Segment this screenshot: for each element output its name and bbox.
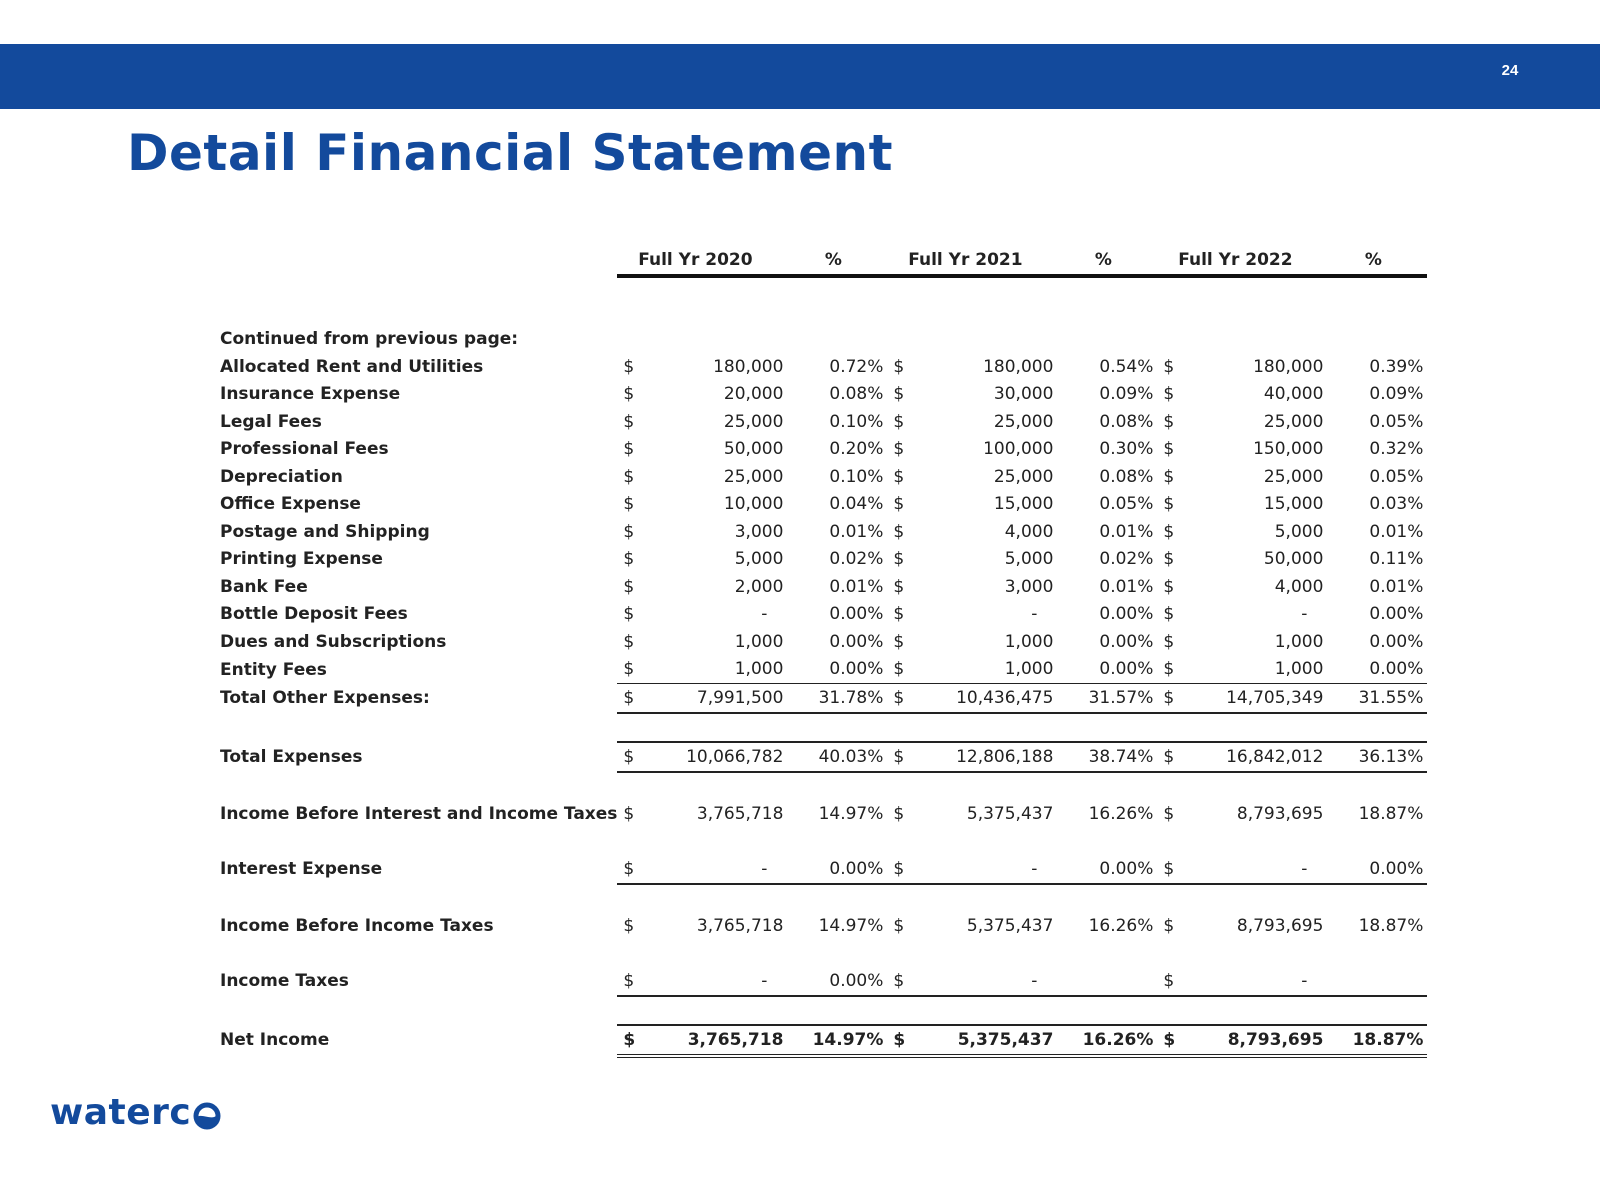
value-2022: 50,000 — [1263, 549, 1324, 570]
pct-2022: 0.03% — [1369, 494, 1424, 515]
column-header-pct-2021: % — [1059, 238, 1157, 276]
expense-row: Dues and Subscriptions $ 1,000 0.00% $ 1,000 0.00% $ 1,000 0.00% — [220, 628, 1427, 656]
pct-2021: 16.26% — [1059, 1025, 1157, 1056]
pct-2020: 14.97% — [818, 803, 884, 824]
pct-2021: 0.08% — [1099, 411, 1154, 432]
value-2021: - — [1031, 604, 1038, 625]
pct-2022: 0.01% — [1369, 521, 1424, 542]
pct-2022: 0.39% — [1369, 356, 1424, 377]
pct-2021: 31.57% — [1059, 684, 1157, 713]
total-other-expenses-row: Total Other Expenses: $ 7,991,500 31.78% $ 10,436,475 31.57% $ 14,705,349 31.55% — [220, 684, 1427, 713]
pct-2020: 0.01% — [829, 521, 884, 542]
pct-2022: 0.01% — [1369, 576, 1424, 597]
pct-2021: 0.08% — [1099, 466, 1154, 487]
row-label: Bottle Deposit Fees — [220, 604, 408, 625]
value-2021: - — [909, 855, 1059, 884]
value-2021: 12,806,188 — [909, 742, 1059, 772]
pct-2020: 0.00% — [789, 967, 887, 996]
value-2021: 25,000 — [993, 411, 1054, 432]
value-2020: 3,000 — [734, 521, 784, 542]
row-label: Net Income — [220, 1030, 330, 1051]
value-2022: 8,793,695 — [1236, 803, 1324, 824]
value-2020: 50,000 — [723, 439, 784, 460]
row-label: Income Taxes — [220, 971, 349, 992]
pct-2022: 0.00% — [1329, 855, 1427, 884]
row-label: Income Before Interest and Income Taxes — [220, 803, 618, 824]
pct-2022: 0.05% — [1369, 466, 1424, 487]
value-2022: 180,000 — [1253, 356, 1324, 377]
pct-2022: 0.00% — [1369, 604, 1424, 625]
expense-row: Legal Fees $ 25,000 0.10% $ 25,000 0.08% $ 25,000 0.05% — [220, 408, 1427, 436]
value-2022: 5,000 — [1274, 521, 1324, 542]
value-2021: 5,375,437 — [966, 915, 1054, 936]
value-2022: 1,000 — [1274, 631, 1324, 652]
value-2020: 25,000 — [723, 466, 784, 487]
pct-2020: 0.00% — [829, 659, 884, 680]
pct-2022: 18.87% — [1358, 803, 1424, 824]
pct-2020: 0.00% — [829, 604, 884, 625]
row-label: Legal Fees — [220, 411, 322, 432]
column-header-row — [220, 238, 1427, 276]
value-2020: 25,000 — [723, 411, 784, 432]
pct-2020: 31.78% — [789, 684, 887, 713]
value-2020: - — [639, 967, 789, 996]
value-2022: - — [1179, 855, 1329, 884]
row-label: Insurance Expense — [220, 384, 401, 405]
water-droplet-o-icon — [192, 1101, 222, 1131]
value-2021: 1,000 — [1004, 631, 1054, 652]
pct-2022: 0.00% — [1369, 631, 1424, 652]
section-label: Continued from previous page: — [220, 329, 519, 350]
value-2022: 25,000 — [1263, 411, 1324, 432]
value-2022: 150,000 — [1253, 439, 1324, 460]
value-2020: 3,765,718 — [696, 915, 784, 936]
value-2020: 10,066,782 — [639, 742, 789, 772]
value-2020: 20,000 — [723, 384, 784, 405]
page-number: 24 — [1501, 62, 1519, 79]
row-label: Printing Expense — [220, 549, 383, 570]
pct-2020: 0.01% — [829, 576, 884, 597]
value-2022: 15,000 — [1263, 494, 1324, 515]
row-label: Allocated Rent and Utilities — [220, 356, 484, 377]
row-label: Depreciation — [220, 466, 343, 487]
value-2020: 3,765,718 — [639, 1025, 789, 1056]
row-label: Bank Fee — [220, 576, 308, 597]
value-2021: 15,000 — [993, 494, 1054, 515]
pct-2021: 0.54% — [1099, 356, 1154, 377]
pct-2020: 0.02% — [829, 549, 884, 570]
value-2022: 14,705,349 — [1179, 684, 1329, 713]
pct-2022: 36.13% — [1329, 742, 1427, 772]
value-2021: 4,000 — [1004, 521, 1054, 542]
expense-row: Postage and Shipping $ 3,000 0.01% $ 4,000 0.01% $ 5,000 0.01% — [220, 518, 1427, 546]
row-label: Entity Fees — [220, 659, 327, 680]
pct-2020: 0.72% — [829, 356, 884, 377]
value-2020: 5,000 — [734, 549, 784, 570]
value-2021: 180,000 — [983, 356, 1054, 377]
value-2022: - — [1179, 967, 1329, 996]
expense-row: Entity Fees $ 1,000 0.00% $ 1,000 0.00% $ 1,000 0.00% — [220, 656, 1427, 684]
pct-2020: 14.97% — [789, 1025, 887, 1056]
pct-2020: 14.97% — [818, 915, 884, 936]
value-2020: 7,991,500 — [639, 684, 789, 713]
pct-2022: 0.11% — [1369, 549, 1424, 570]
row-label: Postage and Shipping — [220, 521, 430, 542]
value-2022: 40,000 — [1263, 384, 1324, 405]
row-label: Income Before Income Taxes — [220, 915, 494, 936]
pct-2021: 38.74% — [1059, 742, 1157, 772]
row-label: Total Other Expenses: — [220, 688, 430, 708]
value-2021: 5,000 — [1004, 549, 1054, 570]
pct-2020: 40.03% — [789, 742, 887, 772]
pct-2021: 0.00% — [1059, 855, 1157, 884]
value-2022: 8,793,695 — [1179, 1025, 1329, 1056]
pct-2022: 0.32% — [1369, 439, 1424, 460]
header-banner — [0, 44, 1600, 109]
pct-2021: 0.01% — [1099, 576, 1154, 597]
value-2022: 8,793,695 — [1236, 915, 1324, 936]
value-2021: 10,436,475 — [909, 684, 1059, 713]
pct-2021: 0.30% — [1099, 439, 1154, 460]
row-label: Professional Fees — [220, 439, 389, 460]
income-before-interest-row: Income Before Interest and Income Taxes $ 3,765,718 14.97% $ 5,375,437 16.26% $ 8,793,695 18.87% — [220, 800, 1427, 828]
value-2022: 1,000 — [1274, 659, 1324, 680]
pct-2020: 0.00% — [789, 855, 887, 884]
column-header-2022: Full Yr 2022 — [1157, 238, 1329, 276]
pct-2021: 0.09% — [1099, 384, 1154, 405]
column-header-pct-2022: % — [1329, 238, 1427, 276]
column-header-pct-2020: % — [789, 238, 887, 276]
pct-2022: 0.05% — [1369, 411, 1424, 432]
column-header-2021: Full Yr 2021 — [887, 238, 1059, 276]
value-2020: - — [639, 855, 789, 884]
pct-2020: 0.20% — [829, 439, 884, 460]
net-income-row: Net Income $ 3,765,718 14.97% $ 5,375,437 16.26% $ 8,793,695 18.87% — [220, 1025, 1427, 1056]
row-label: Total Expenses — [220, 746, 363, 767]
expense-row: Insurance Expense $ 20,000 0.08% $ 30,000 0.09% $ 40,000 0.09% — [220, 381, 1427, 409]
value-2020: 3,765,718 — [696, 803, 784, 824]
value-2022: 4,000 — [1274, 576, 1324, 597]
logo-text: waterc — [50, 1092, 192, 1133]
value-2021: 3,000 — [1004, 576, 1054, 597]
value-2022: - — [1301, 604, 1308, 625]
pct-2021: 0.00% — [1099, 631, 1154, 652]
value-2021: 100,000 — [983, 439, 1054, 460]
pct-2021: 16.26% — [1088, 803, 1154, 824]
value-2021: 5,375,437 — [909, 1025, 1059, 1056]
pct-2020: 0.10% — [829, 411, 884, 432]
pct-2022: 31.55% — [1329, 684, 1427, 713]
total-expenses-row: Total Expenses $ 10,066,782 40.03% $ 12,806,188 38.74% $ 16,842,012 36.13% — [220, 742, 1427, 772]
expense-row: Bank Fee $ 2,000 0.01% $ 3,000 0.01% $ 4,000 0.01% — [220, 573, 1427, 601]
pct-2020: 0.04% — [829, 494, 884, 515]
value-2021: - — [909, 967, 1059, 996]
section-label-row — [220, 326, 1427, 354]
expense-row: Bottle Deposit Fees $ - 0.00% $ - 0.00% $ - 0.00% — [220, 601, 1427, 629]
pct-2022: 18.87% — [1358, 915, 1424, 936]
company-logo — [50, 1092, 222, 1133]
value-2020: 1,000 — [734, 659, 784, 680]
income-taxes-row: Income Taxes $ - 0.00% $ - $ - — [220, 967, 1427, 996]
pct-2021: 16.26% — [1088, 915, 1154, 936]
row-label: Dues and Subscriptions — [220, 631, 447, 652]
value-2020: 2,000 — [734, 576, 784, 597]
value-2020: 10,000 — [723, 494, 784, 515]
pct-2022: 18.87% — [1329, 1025, 1427, 1056]
value-2022: 16,842,012 — [1179, 742, 1329, 772]
pct-2021: 0.02% — [1099, 549, 1154, 570]
value-2020: - — [761, 604, 768, 625]
pct-2020: 0.00% — [829, 631, 884, 652]
pct-2021 — [1059, 967, 1157, 996]
income-before-taxes-row: Income Before Income Taxes $ 3,765,718 14.97% $ 5,375,437 16.26% $ 8,793,695 18.87% — [220, 912, 1427, 940]
expense-row: Printing Expense $ 5,000 0.02% $ 5,000 0.02% $ 50,000 0.11% — [220, 546, 1427, 574]
expense-row: Office Expense $ 10,000 0.04% $ 15,000 0.05% $ 15,000 0.03% — [220, 491, 1427, 519]
pct-2021: 0.00% — [1099, 604, 1154, 625]
value-2021: 30,000 — [993, 384, 1054, 405]
interest-expense-row: Interest Expense $ - 0.00% $ - 0.00% $ - 0.00% — [220, 855, 1427, 884]
row-label: Office Expense — [220, 494, 361, 515]
pct-2022: 0.09% — [1369, 384, 1424, 405]
value-2020: 180,000 — [713, 356, 784, 377]
value-2021: 25,000 — [993, 466, 1054, 487]
pct-2020: 0.08% — [829, 384, 884, 405]
value-2020: 1,000 — [734, 631, 784, 652]
expense-row: Allocated Rent and Utilities $ 180,000 0.72% $ 180,000 0.54% $ 180,000 0.39% — [220, 353, 1427, 381]
row-label: Interest Expense — [220, 859, 383, 880]
value-2021: 5,375,437 — [966, 803, 1054, 824]
pct-2021: 0.05% — [1099, 494, 1154, 515]
value-2022: 25,000 — [1263, 466, 1324, 487]
pct-2022 — [1329, 967, 1427, 996]
expense-row: Depreciation $ 25,000 0.10% $ 25,000 0.08% $ 25,000 0.05% — [220, 463, 1427, 491]
pct-2022: 0.00% — [1369, 659, 1424, 680]
pct-2020: 0.10% — [829, 466, 884, 487]
pct-2021: 0.00% — [1099, 659, 1154, 680]
expense-row: Professional Fees $ 50,000 0.20% $ 100,000 0.30% $ 150,000 0.32% — [220, 436, 1427, 464]
column-header-2020: Full Yr 2020 — [617, 238, 789, 276]
value-2021: 1,000 — [1004, 659, 1054, 680]
financial-statement-table — [220, 238, 1427, 1058]
page-title: Detail Financial Statement — [127, 124, 894, 182]
pct-2021: 0.01% — [1099, 521, 1154, 542]
